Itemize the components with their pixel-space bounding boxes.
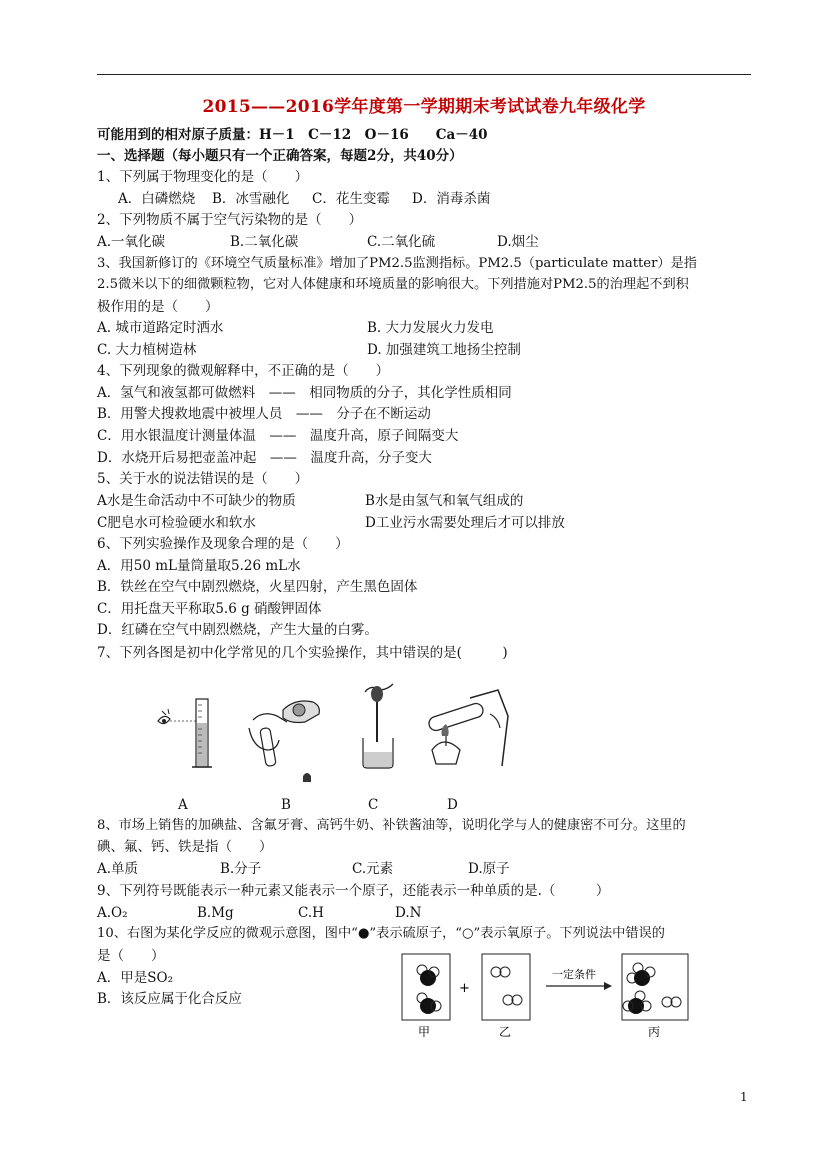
q3-stem-line3: 极作用的是（ ）: [97, 299, 219, 315]
q8-option-b: B.分子: [220, 861, 262, 877]
q10-option-a: A．甲是SO₂: [97, 970, 173, 986]
q3-option-b: B. 大力发展火力发电: [367, 320, 494, 336]
o2-molecule-1: [491, 967, 510, 977]
q3-option-d: D. 加强建筑工地扬尘控制: [367, 342, 521, 358]
so3-molecule-2: [623, 991, 651, 1014]
q3-option-c: C. 大力植树造林: [97, 342, 197, 358]
figure-label-d: D: [447, 797, 458, 813]
q6-stem: 6、下列实验操作及现象合理的是（ ）: [97, 536, 349, 552]
figure-b-pouring-liquid: [245, 688, 330, 783]
label-jia: 甲: [418, 1025, 431, 1039]
o2-leftover: [662, 997, 681, 1007]
figure-label-b: B: [281, 797, 291, 813]
q9-option-d: D.N: [395, 905, 422, 921]
header-rule: [97, 74, 751, 75]
q4-option-b: B．用警犬搜救地震中被埋人员 —— 分子在不断运动: [97, 406, 431, 422]
figure-c-dropper: [355, 680, 415, 770]
q2-stem: 2、下列物质不属于空气污染物的是（ ）: [97, 212, 363, 228]
q6-option-b: B．铁丝在空气中剧烈燃烧，火星四射，产生黑色固体: [97, 579, 418, 595]
q3-stem-line2: 2.5微米以下的细微颗粒物，它对人体健康和环境质量的影响很大。下列措施对PM2.5的治理起不到积: [97, 277, 689, 292]
figure-d-heating: [422, 684, 522, 779]
q4-option-a: A．氢气和液氢都可做燃料 —— 相同物质的分子，其化学性质相同: [97, 385, 512, 401]
exam-title: 2015——2016学年度第一学期期末考试试卷九年级化学: [202, 97, 646, 117]
q5-option-d: D工业污水需要处理后才可以排放: [365, 515, 565, 531]
q8-stem-line1: 8、市场上销售的加碘盐、含氟牙膏、高钙牛奶、补铁酱油等，说明化学与人的健康密不可分。这里的: [97, 818, 686, 833]
so2-molecule-1: [417, 965, 439, 986]
q8-option-a: A.单质: [97, 861, 139, 877]
q5-option-c: C肥皂水可检验硬水和软水: [97, 515, 256, 531]
q10-stem-line1: 10、右图为某化学反应的微观示意图，图中“●”表示硫原子，“○”表示氧原子。下列说法中错误的: [97, 926, 665, 941]
q1-option-a: A．白磷燃烧: [118, 191, 196, 207]
q6-option-c: C．用托盘天平称取5.6 g 硝酸钾固体: [97, 601, 322, 617]
so3-molecule-1: [627, 963, 655, 986]
q8-stem-line2: 碘、氟、钙、铁是指（ ）: [97, 839, 273, 855]
q1-option-d: D．消毒杀菌: [412, 191, 491, 207]
label-yi: 乙: [499, 1025, 512, 1039]
q10-stem-line2: 是（ ）: [97, 948, 165, 964]
q3-stem-line1: 3、我国新修订的《环境空气质量标准》增加了PM2.5监测指标。PM2.5（particulate matter）是指: [97, 256, 697, 271]
q1-option-b: B．冰雪融化: [212, 191, 290, 207]
q9-option-c: C.H: [298, 905, 324, 921]
q9-option-a: A.O₂: [97, 905, 128, 921]
q5-option-b: B水是由氢气和氧气组成的: [365, 493, 524, 509]
q5-stem: 5、关于水的说法错误的是（ ）: [97, 471, 309, 487]
section-heading: 一、选择题（每小题只有一个正确答案，每题2分，共40分）: [97, 148, 463, 164]
q2-option-c: C.二氧化硫: [367, 234, 436, 250]
page-number: 1: [740, 1090, 748, 1104]
q1-stem: 1、下列属于物理变化的是（ ）: [97, 169, 309, 185]
q4-option-c: C．用水银温度计测量体温 —— 温度升高，原子间隔变大: [97, 428, 459, 444]
figure-label-a: A: [178, 797, 188, 813]
q2-option-a: A.一氧化碳: [97, 234, 166, 250]
q5-option-a: A水是生命活动中不可缺少的物质: [97, 493, 296, 509]
reaction-condition: 一定条件: [552, 968, 596, 981]
q6-option-a: A．用50 mL量筒量取5.26 mL水: [97, 558, 301, 574]
plus-sign: +: [459, 981, 470, 996]
label-bing: 丙: [648, 1025, 661, 1039]
eye-icon: [158, 709, 170, 724]
o2-molecule-2: [503, 995, 522, 1005]
q9-stem: 9、下列符号既能表示一种元素又能表示一个原子，还能表示一种单质的是.（ ）: [97, 883, 610, 899]
q2-option-d: D.烟尘: [497, 234, 539, 250]
reaction-diagram: [400, 952, 700, 1042]
figure-label-c: C: [368, 797, 379, 813]
so2-molecule-2: [417, 993, 441, 1014]
q8-option-c: C.元素: [352, 861, 394, 877]
q6-option-d: D．红磷在空气中剧烈燃烧，产生大量的白雾。: [97, 622, 378, 638]
atomic-masses: 可能用到的相对原子质量：H－1 C－12 O－16 Ca－40: [97, 127, 488, 143]
figure-a-cylinder-reading: [150, 693, 220, 773]
q4-option-d: D．水烧开后易把壶盖冲起 —— 温度升高，分子变大: [97, 450, 432, 466]
q4-stem: 4、下列现象的微观解释中，不正确的是（ ）: [97, 363, 390, 379]
q1-option-c: C．花生变霉: [312, 191, 390, 207]
q10-option-b: B．该反应属于化合反应: [97, 991, 242, 1007]
q9-option-b: B.Mg: [197, 905, 234, 921]
q3-option-a: A. 城市道路定时洒水: [97, 320, 224, 336]
q8-option-d: D.原子: [468, 861, 510, 877]
q7-stem: 7、下列各图是初中化学常见的几个实验操作，其中错误的是( ): [97, 645, 508, 661]
q2-option-b: B.二氧化碳: [230, 234, 299, 250]
